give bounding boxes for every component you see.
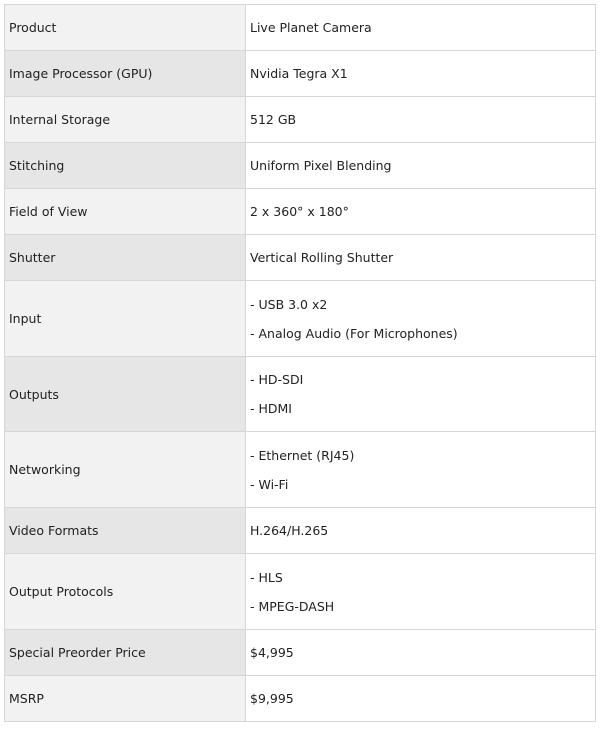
spec-value-line: - Ethernet (RJ45) <box>250 447 355 463</box>
spec-value-line: 2 x 360° x 180° <box>250 204 349 219</box>
table-row <box>5 630 596 676</box>
spec-value <box>246 143 596 189</box>
spec-label: Video Formats <box>5 508 246 554</box>
spec-value <box>246 630 596 676</box>
spec-value-line: - HD-SDI <box>250 372 304 387</box>
spec-label: Networking <box>5 432 246 508</box>
spec-value <box>246 508 596 554</box>
spec-value <box>246 432 596 508</box>
table-row <box>5 432 596 508</box>
table-row <box>5 51 596 97</box>
table-row <box>5 554 596 630</box>
spec-label: Outputs <box>5 357 246 432</box>
table-row <box>5 143 596 189</box>
spec-value-line: - HLS <box>250 569 283 585</box>
spec-label: Shutter <box>5 235 246 281</box>
table-row <box>5 5 596 51</box>
spec-value <box>246 235 596 281</box>
spec-value-line: Uniform Pixel Blending <box>250 158 392 173</box>
spec-label: Field of View <box>5 189 246 235</box>
spec-value <box>246 51 596 97</box>
spec-value <box>246 5 596 51</box>
spec-label: Internal Storage <box>5 97 246 143</box>
spec-value-line: - Wi-Fi <box>250 476 289 492</box>
table-row <box>5 97 596 143</box>
spec-label: Stitching <box>5 143 246 189</box>
table-row <box>5 508 596 554</box>
spec-value-line: $9,995 <box>250 691 294 706</box>
table-row <box>5 235 596 281</box>
spec-label: Special Preorder Price <box>5 630 246 676</box>
spec-value-line: - MPEG-DASH <box>250 598 335 614</box>
table-row <box>5 676 596 722</box>
spec-value <box>246 676 596 722</box>
spec-value <box>246 357 596 432</box>
spec-value <box>246 281 596 357</box>
spec-label: MSRP <box>5 676 246 722</box>
spec-label: Input <box>5 281 246 357</box>
table-row <box>5 281 596 357</box>
spec-value <box>246 554 596 630</box>
spec-table-container <box>4 4 596 722</box>
spec-value-line: - HDMI <box>250 401 292 416</box>
spec-value <box>246 97 596 143</box>
spec-label: Output Protocols <box>5 554 246 630</box>
spec-value-line: Nvidia Tegra X1 <box>250 66 348 81</box>
table-row <box>5 357 596 432</box>
spec-value-line: $4,995 <box>250 645 294 660</box>
spec-value-line: 512 GB <box>250 112 297 127</box>
spec-value <box>246 189 596 235</box>
table-row <box>5 189 596 235</box>
spec-value-line: - USB 3.0 x2 <box>250 296 328 312</box>
spec-value-line: Live Planet Camera <box>250 20 372 35</box>
spec-value-line: H.264/H.265 <box>250 523 329 538</box>
spec-value-line: - Analog Audio (For Microphones) <box>250 325 458 341</box>
spec-value-line: Vertical Rolling Shutter <box>250 250 394 265</box>
spec-table <box>4 4 596 722</box>
spec-label: Product <box>5 5 246 51</box>
spec-label: Image Processor (GPU) <box>5 51 246 97</box>
